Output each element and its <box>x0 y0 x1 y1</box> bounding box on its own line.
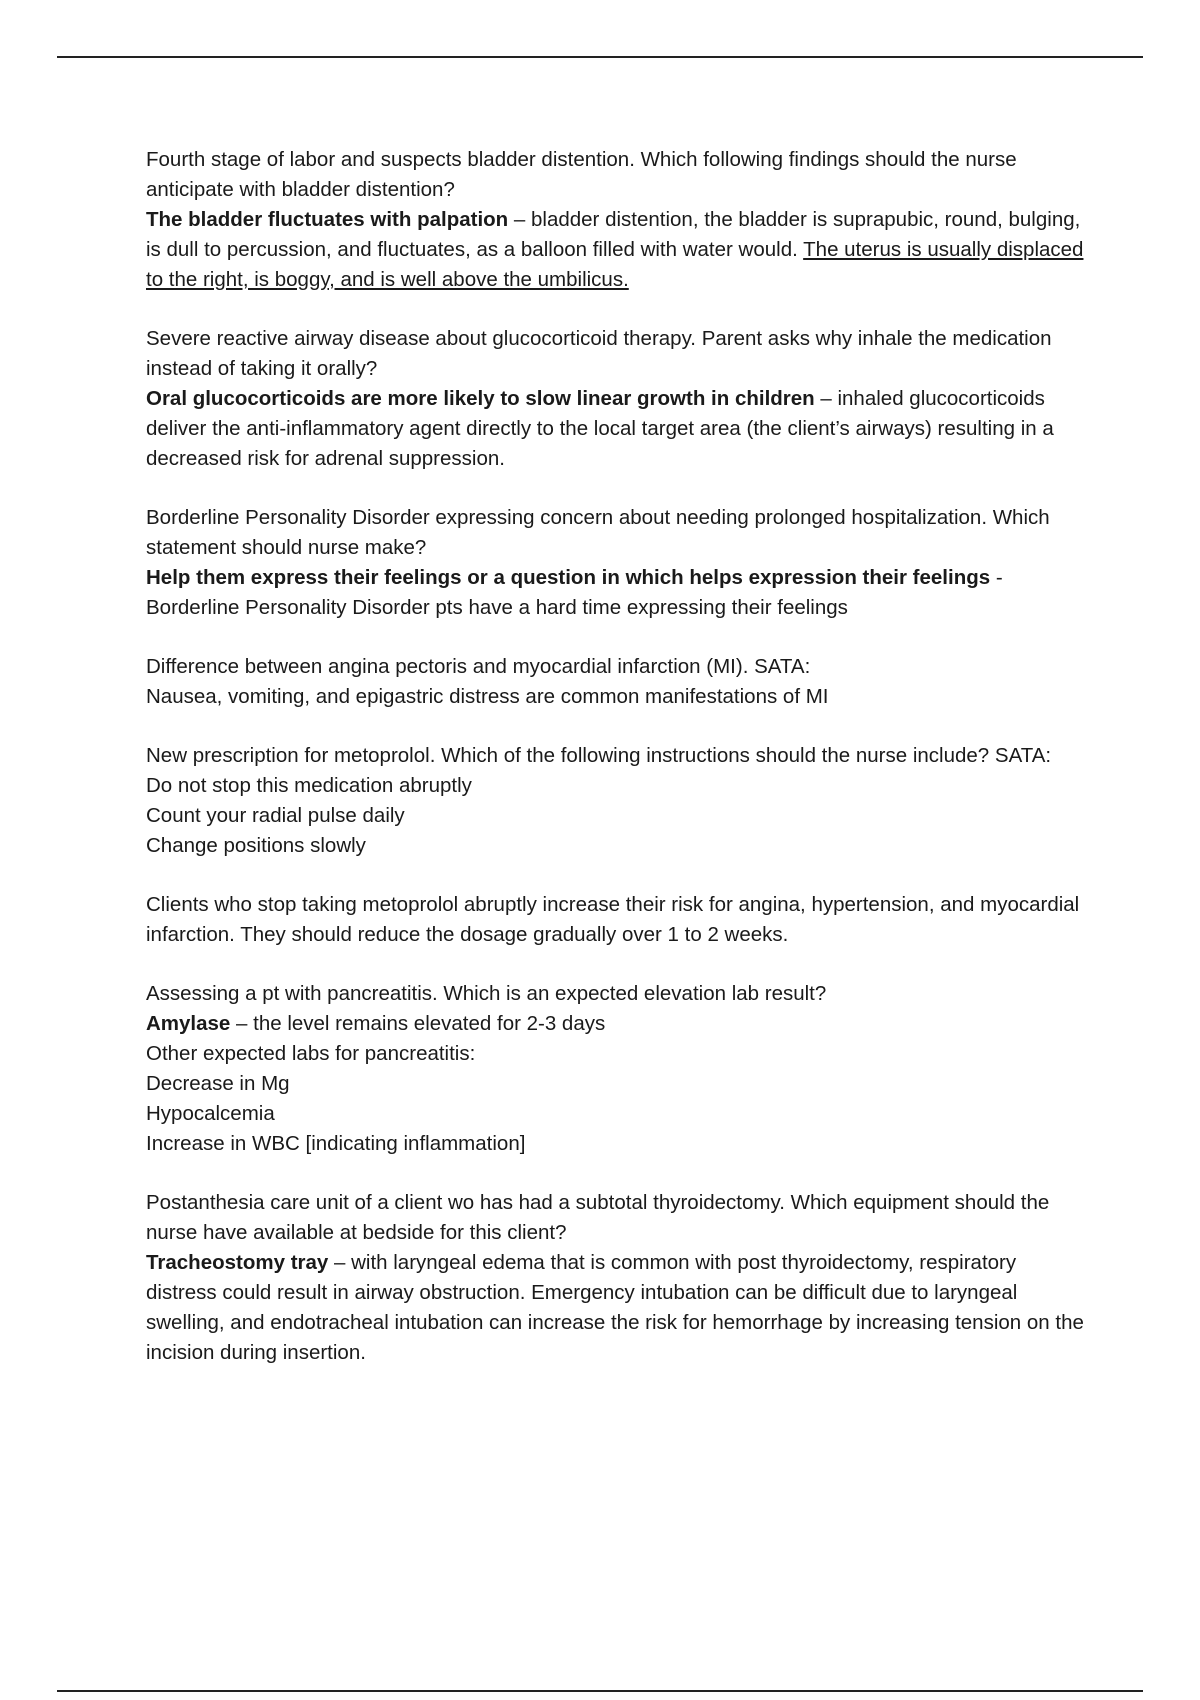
answer-rationale: – the level remains elevated for 2-3 days <box>230 1012 606 1035</box>
question-text: New prescription for metoprolol. Which of the following instructions should the nurse include? SATA: <box>146 744 1052 767</box>
answer-rationale: – bladder distention, the bladder is suprapubic, round, bulging, is dull to percussion, and fluctuates, as a balloon filled with water would. <box>146 208 1081 261</box>
question-text: Borderline Personality Disorder expressing concern about needing prolonged hospitalization. Which statement should nurse make? <box>146 506 1050 559</box>
answer-text <box>146 205 1086 295</box>
footer-rule <box>57 1690 1143 1692</box>
answer-bold: The bladder fluctuates with palpation <box>146 208 509 231</box>
paragraph-metoprolol-note <box>146 890 1086 950</box>
list-item: Hypocalcemia <box>146 1102 275 1125</box>
answer-bold: Help them express their feelings or a question in which helps expression their feelings <box>146 566 991 589</box>
paragraph-text: Clients who stop taking metoprolol abruptly increase their risk for angina, hypertension, and myocardial infarction. They should reduce the dosage gradually over 1 to 2 weeks. <box>146 893 1080 946</box>
qa-block-pancreatitis <box>146 979 1086 1159</box>
answer-bold: Tracheostomy tray <box>146 1251 329 1274</box>
qa-block-metoprolol <box>146 741 1086 861</box>
question-text: Assessing a pt with pancreatitis. Which is an expected elevation lab result? <box>146 982 827 1005</box>
qa-block-thyroidectomy <box>146 1188 1086 1368</box>
answer-bold: Amylase <box>146 1012 231 1035</box>
answer-underlined: The uterus is usually displaced to the right, is boggy, and is well above the umbilicus. <box>146 238 1084 291</box>
list-item: Change positions slowly <box>146 834 366 857</box>
qa-block-glucocorticoid <box>146 324 1086 474</box>
answer-text <box>146 1009 1086 1039</box>
qa-block-borderline-personality <box>146 503 1086 623</box>
header-rule <box>57 56 1143 58</box>
question-text: Difference between angina pectoris and myocardial infarction (MI). SATA: <box>146 655 811 678</box>
list-item: Decrease in Mg <box>146 1072 290 1095</box>
answer-text <box>146 1248 1086 1368</box>
list-item: Count your radial pulse daily <box>146 804 405 827</box>
answer-text: Nausea, vomiting, and epigastric distress are common manifestations of MI <box>146 685 829 708</box>
answer-rationale: – with laryngeal edema that is common with post thyroidectomy, respiratory distress could result in airway obstruction. Emergency intubation can be difficult due to laryngeal swelling, and endotracheal intubation can increase the risk for hemorrhage by increasing tension on the incision during insertion. <box>146 1251 1084 1364</box>
answer-bold: Oral glucocorticoids are more likely to slow linear growth in children <box>146 387 815 410</box>
list-item: Other expected labs for pancreatitis: <box>146 1042 476 1065</box>
question-text: Fourth stage of labor and suspects bladder distention. Which following findings should the nurse anticipate with bladder distention? <box>146 148 1017 201</box>
qa-block-bladder-distention <box>146 145 1086 295</box>
question-text: Postanthesia care unit of a client wo has had a subtotal thyroidectomy. Which equipment should the nurse have available at bedside for this client? <box>146 1191 1050 1244</box>
question-text: Severe reactive airway disease about glucocorticoid therapy. Parent asks why inhale the medication instead of taking it orally? <box>146 327 1052 380</box>
qa-block-angina-mi <box>146 652 1086 712</box>
list-item: Increase in WBC [indicating inflammation] <box>146 1132 526 1155</box>
list-item: Do not stop this medication abruptly <box>146 774 472 797</box>
answer-text <box>146 384 1086 474</box>
document-body <box>146 145 1086 1397</box>
answer-text <box>146 563 1086 623</box>
answer-rationale: - Borderline Personality Disorder pts have a hard time expressing their feelings <box>146 566 1003 619</box>
answer-rationale: – inhaled glucocorticoids deliver the anti-inflammatory agent directly to the local target area (the client’s airways) resulting in a decreased risk for adrenal suppression. <box>146 387 1054 470</box>
